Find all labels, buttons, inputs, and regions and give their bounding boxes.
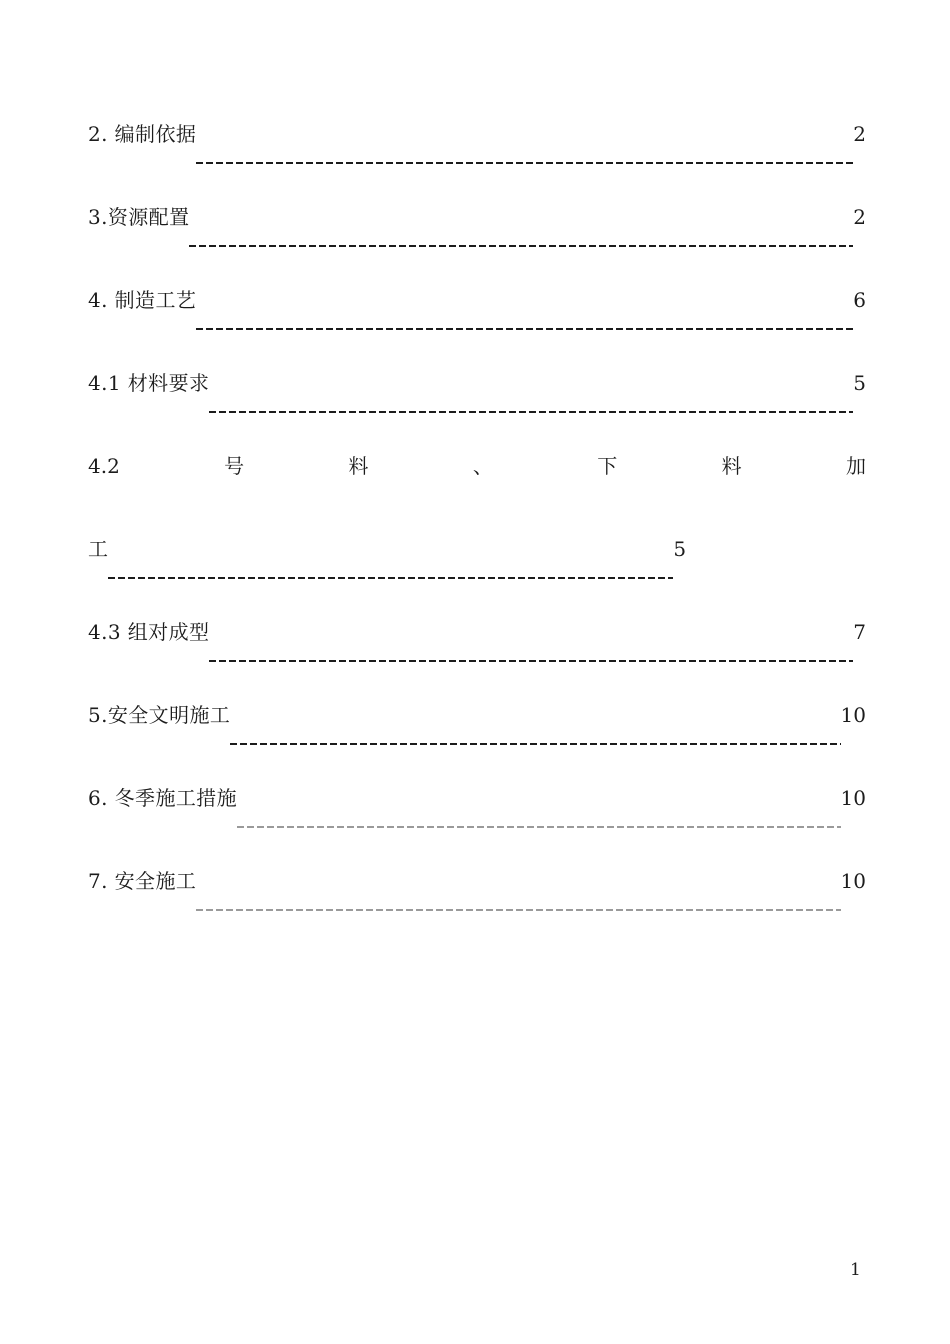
toc-entry-title: 4.3 组对成型 — [88, 620, 210, 644]
page-number-footer: 1 — [850, 1260, 861, 1280]
toc-leader-dots — [237, 817, 841, 837]
toc-entry[interactable] — [88, 784, 866, 867]
toc-entry-title: 4. 制造工艺 — [88, 288, 197, 312]
toc-entry[interactable] — [88, 369, 866, 452]
toc-entry-title: 6. 冬季施工措施 — [88, 786, 238, 810]
toc-entry-page-number: 2 — [853, 205, 866, 229]
toc-leader-dots — [230, 734, 840, 754]
toc-entry-title: 工 — [88, 537, 109, 561]
toc-leader-dots — [189, 236, 853, 256]
toc-leader-dots — [209, 651, 853, 671]
toc-entry[interactable] — [88, 203, 866, 286]
toc-leader-dots — [196, 319, 853, 339]
toc-entry[interactable] — [88, 286, 866, 369]
toc-justified-char: 下 — [597, 454, 618, 478]
toc-entry[interactable] — [88, 452, 866, 535]
toc-entry[interactable] — [88, 867, 866, 950]
toc-entry[interactable] — [88, 535, 866, 618]
toc-entry-page-number: 10 — [840, 869, 866, 893]
toc-entry[interactable] — [88, 120, 866, 203]
toc-leader-dots — [196, 153, 853, 173]
toc-entry-page-number: 7 — [853, 620, 866, 644]
toc-justified-char: 加 — [845, 454, 866, 478]
toc-justified-char: 号 — [224, 454, 245, 478]
toc-justified-char: 料 — [721, 454, 742, 478]
table-of-contents — [88, 120, 866, 950]
toc-entry-page-number: 5 — [673, 537, 687, 561]
toc-justified-char: 、 — [472, 454, 493, 478]
toc-entry[interactable] — [88, 701, 866, 784]
toc-entry-page-number: 5 — [853, 371, 866, 395]
toc-justified-char: 4.2 — [88, 454, 120, 478]
toc-leader-dots — [196, 900, 840, 920]
toc-entry-title: 2. 编制依据 — [88, 122, 197, 146]
toc-entry-title-justified — [88, 452, 866, 480]
toc-entry-page-number: 10 — [840, 703, 866, 727]
toc-entry-title: 7. 安全施工 — [88, 869, 197, 893]
toc-entry-page-number: 6 — [853, 288, 866, 312]
toc-entry-title: 5.安全文明施工 — [88, 703, 231, 727]
toc-entry[interactable] — [88, 618, 866, 701]
toc-entry-title: 4.1 材料要求 — [88, 371, 210, 395]
toc-leader-dots — [108, 568, 673, 588]
toc-justified-char: 料 — [348, 454, 369, 478]
toc-entry-title: 3.资源配置 — [88, 205, 190, 229]
toc-entry-page-number: 10 — [840, 786, 866, 810]
toc-entry-page-number: 2 — [853, 122, 866, 146]
toc-leader-dots — [209, 402, 853, 422]
